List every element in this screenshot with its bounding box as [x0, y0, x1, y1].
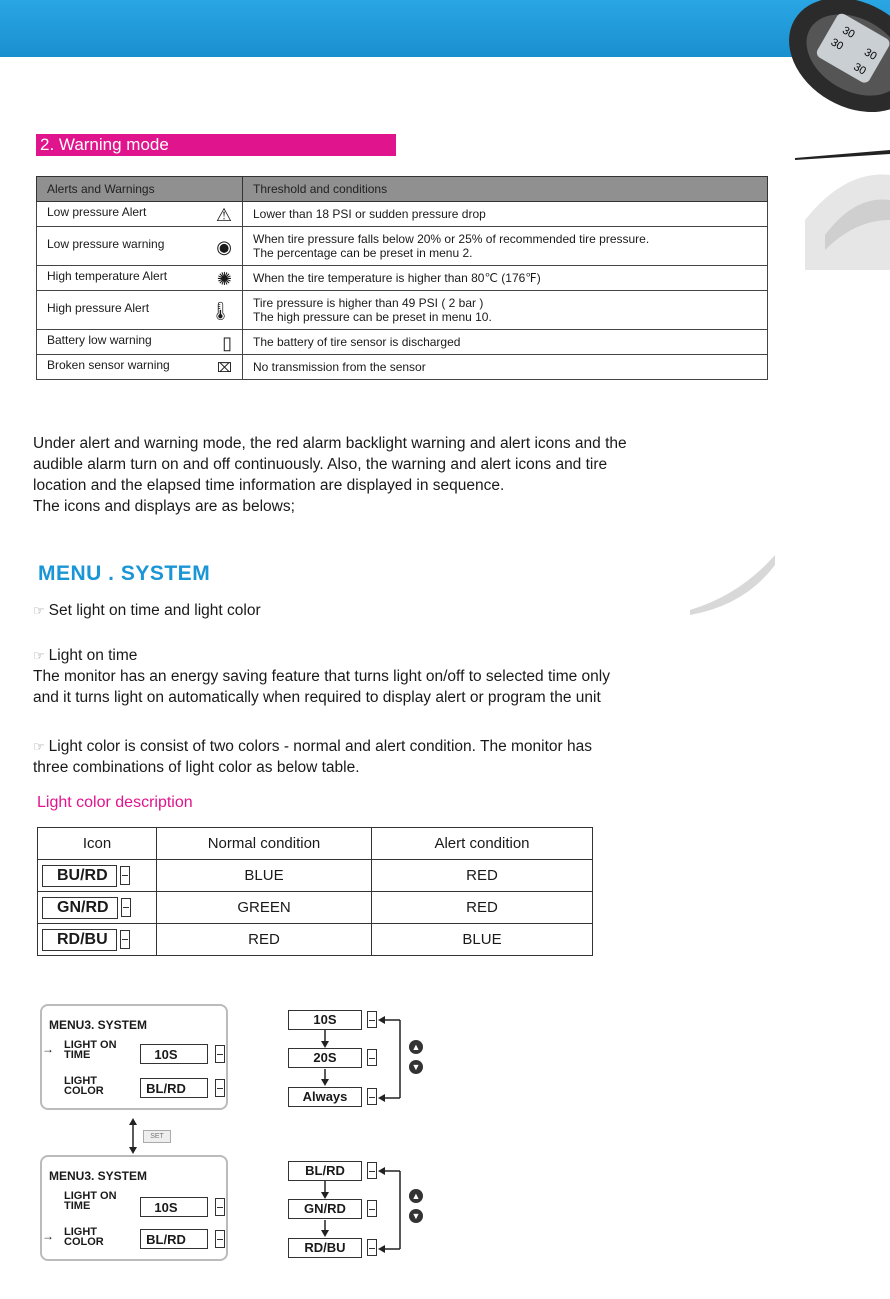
row-label: High pressure Alert	[47, 301, 150, 316]
table-row	[37, 330, 768, 355]
menu-panel-light-color	[40, 1155, 228, 1261]
set-light-text: Set light on time and light color	[48, 602, 261, 619]
down-button-icon[interactable]: ▼	[409, 1209, 423, 1223]
light-on-value: 10S	[140, 1197, 208, 1217]
light-on-time-title: Light on time	[48, 647, 138, 664]
paragraph-line: Light color is consist of two colors - normal and alert condition. The monitor has	[48, 738, 592, 755]
device-reflection-graphic	[795, 150, 890, 270]
alert-condition: RED	[372, 892, 593, 924]
row-condition: The battery of tire sensor is discharged	[243, 330, 768, 355]
table-row	[38, 860, 593, 892]
light-color-table	[37, 827, 593, 956]
up-down-arrows-icon	[215, 1079, 225, 1097]
row-label: Battery low warning	[47, 333, 152, 348]
color-option[interactable]: BL/RD	[288, 1161, 362, 1181]
section-title: 2. Warning mode	[36, 134, 396, 156]
light-color-label: LIGHT COLOR	[64, 1075, 104, 1097]
table-row	[38, 892, 593, 924]
time-option[interactable]: 20S	[288, 1048, 362, 1068]
paragraph-line: The icons and displays are as belows;	[33, 498, 295, 515]
alert-condition: BLUE	[372, 924, 593, 956]
light-color-description: Light color description	[37, 794, 193, 811]
set-light-line	[33, 600, 773, 621]
tire-pressure-warning-icon: ◉	[216, 236, 232, 257]
up-down-arrows-icon	[215, 1198, 225, 1216]
row-label: High temperature Alert	[47, 269, 168, 284]
row-label: Low pressure Alert	[47, 205, 147, 220]
color-option[interactable]: RD/BU	[288, 1238, 362, 1258]
panel-title: MENU3. SYSTEM	[49, 1018, 148, 1032]
time-option[interactable]: 10S	[288, 1010, 362, 1030]
row-label: Broken sensor warning	[47, 358, 170, 373]
time-cycle-arrows	[280, 1005, 430, 1115]
light-on-label: LIGHT ON TIME	[64, 1190, 117, 1212]
panel-title: MENU3. SYSTEM	[49, 1169, 148, 1183]
paragraph-line: The monitor has an energy saving feature that turns light on/off to selected time only	[33, 668, 610, 685]
paragraph-line: location and the elapsed time information are displayed in sequence.	[33, 477, 505, 494]
up-button-icon[interactable]: ▲	[409, 1189, 423, 1203]
normal-condition: BLUE	[157, 860, 372, 892]
selection-arrow-icon: →	[42, 1229, 54, 1243]
menu-panel-light-on-time	[40, 1004, 228, 1110]
device-reading: 30	[851, 60, 868, 78]
row-condition: When tire pressure falls below 20% or 25% of recommended tire pressure.	[253, 232, 650, 246]
alert-condition: RED	[372, 860, 593, 892]
up-down-arrows-icon	[121, 898, 131, 917]
paragraph-line: audible alarm turn on and off continuously. Also, the warning and alert icons and tire	[33, 456, 608, 473]
up-down-arrows-icon	[120, 866, 130, 885]
warning-triangle-icon: ⚠	[215, 204, 232, 225]
row-label: Low pressure warning	[47, 237, 165, 252]
alert-paragraph	[33, 433, 773, 517]
time-option[interactable]: Always	[288, 1087, 362, 1107]
selection-arrow-icon: →	[42, 1042, 54, 1056]
row-condition: Tire pressure is higher than 49 PSI ( 2 bar )	[253, 296, 484, 310]
light-color-value: BL/RD	[140, 1078, 208, 1098]
row-condition: When the tire temperature is higher than 80℃ (176℉)	[243, 266, 768, 291]
table-header: Alert condition	[372, 828, 593, 860]
header-banner	[0, 0, 890, 57]
color-cycle-arrows	[280, 1156, 430, 1266]
paragraph-line: three combinations of light color as below table.	[33, 759, 360, 776]
table-row	[37, 355, 768, 380]
row-condition: The percentage can be preset in menu 2.	[253, 246, 473, 260]
broken-sensor-icon: ⌧	[217, 359, 232, 375]
table-row	[37, 227, 768, 266]
light-color-value: BL/RD	[140, 1229, 208, 1249]
up-down-arrows-icon	[215, 1045, 225, 1063]
battery-icon: ▯	[222, 332, 232, 353]
table-header: Normal condition	[157, 828, 372, 860]
paragraph-line: Under alert and warning mode, the red alarm backlight warning and alert icons and the	[33, 435, 627, 452]
down-button-icon[interactable]: ▼	[409, 1060, 423, 1074]
light-on-label: LIGHT ON TIME	[64, 1039, 117, 1061]
color-code-icon: RD/BU	[42, 929, 117, 951]
up-down-arrows-icon	[120, 930, 130, 949]
color-option[interactable]: GN/RD	[288, 1199, 362, 1219]
light-on-value: 10S	[140, 1044, 208, 1064]
normal-condition: GREEN	[157, 892, 372, 924]
color-code-icon: BU/RD	[42, 865, 117, 887]
set-button[interactable]: SET	[143, 1130, 171, 1143]
device-reading: 30	[862, 46, 879, 63]
device-reading: 30	[828, 36, 846, 53]
tire-temperature-icon: ✺	[216, 268, 232, 289]
row-condition: Lower than 18 PSI or sudden pressure drop	[243, 202, 768, 227]
table-header: Threshold and conditions	[243, 177, 768, 202]
table-header: Alerts and Warnings	[37, 177, 243, 202]
pointing-hand-icon: ☞	[33, 648, 45, 663]
pointing-hand-icon: ☞	[33, 603, 45, 618]
light-color-block	[33, 736, 773, 778]
paragraph-line: and it turns light on automatically when required to display alert or program the unit	[33, 689, 601, 706]
normal-condition: RED	[157, 924, 372, 956]
table-header: Icon	[38, 828, 157, 860]
row-condition: No transmission from the sensor	[243, 355, 768, 380]
light-color-label: LIGHT COLOR	[64, 1226, 104, 1248]
row-condition: The high pressure can be preset in menu 10.	[253, 310, 492, 324]
device-reading: 30	[840, 24, 857, 41]
warning-table	[36, 176, 768, 380]
tpms-device-image	[780, 0, 890, 130]
up-down-arrows-icon	[215, 1230, 225, 1248]
up-button-icon[interactable]: ▲	[409, 1040, 423, 1054]
pointing-hand-icon: ☞	[33, 739, 45, 754]
table-row	[37, 291, 768, 330]
table-row	[38, 924, 593, 956]
menu-heading: MENU . SYSTEM	[38, 562, 211, 585]
table-row	[37, 266, 768, 291]
color-code-icon: GN/RD	[42, 897, 118, 919]
table-row	[37, 202, 768, 227]
light-on-time-block	[33, 645, 773, 708]
thermometer-icon: 🌡	[209, 300, 232, 321]
